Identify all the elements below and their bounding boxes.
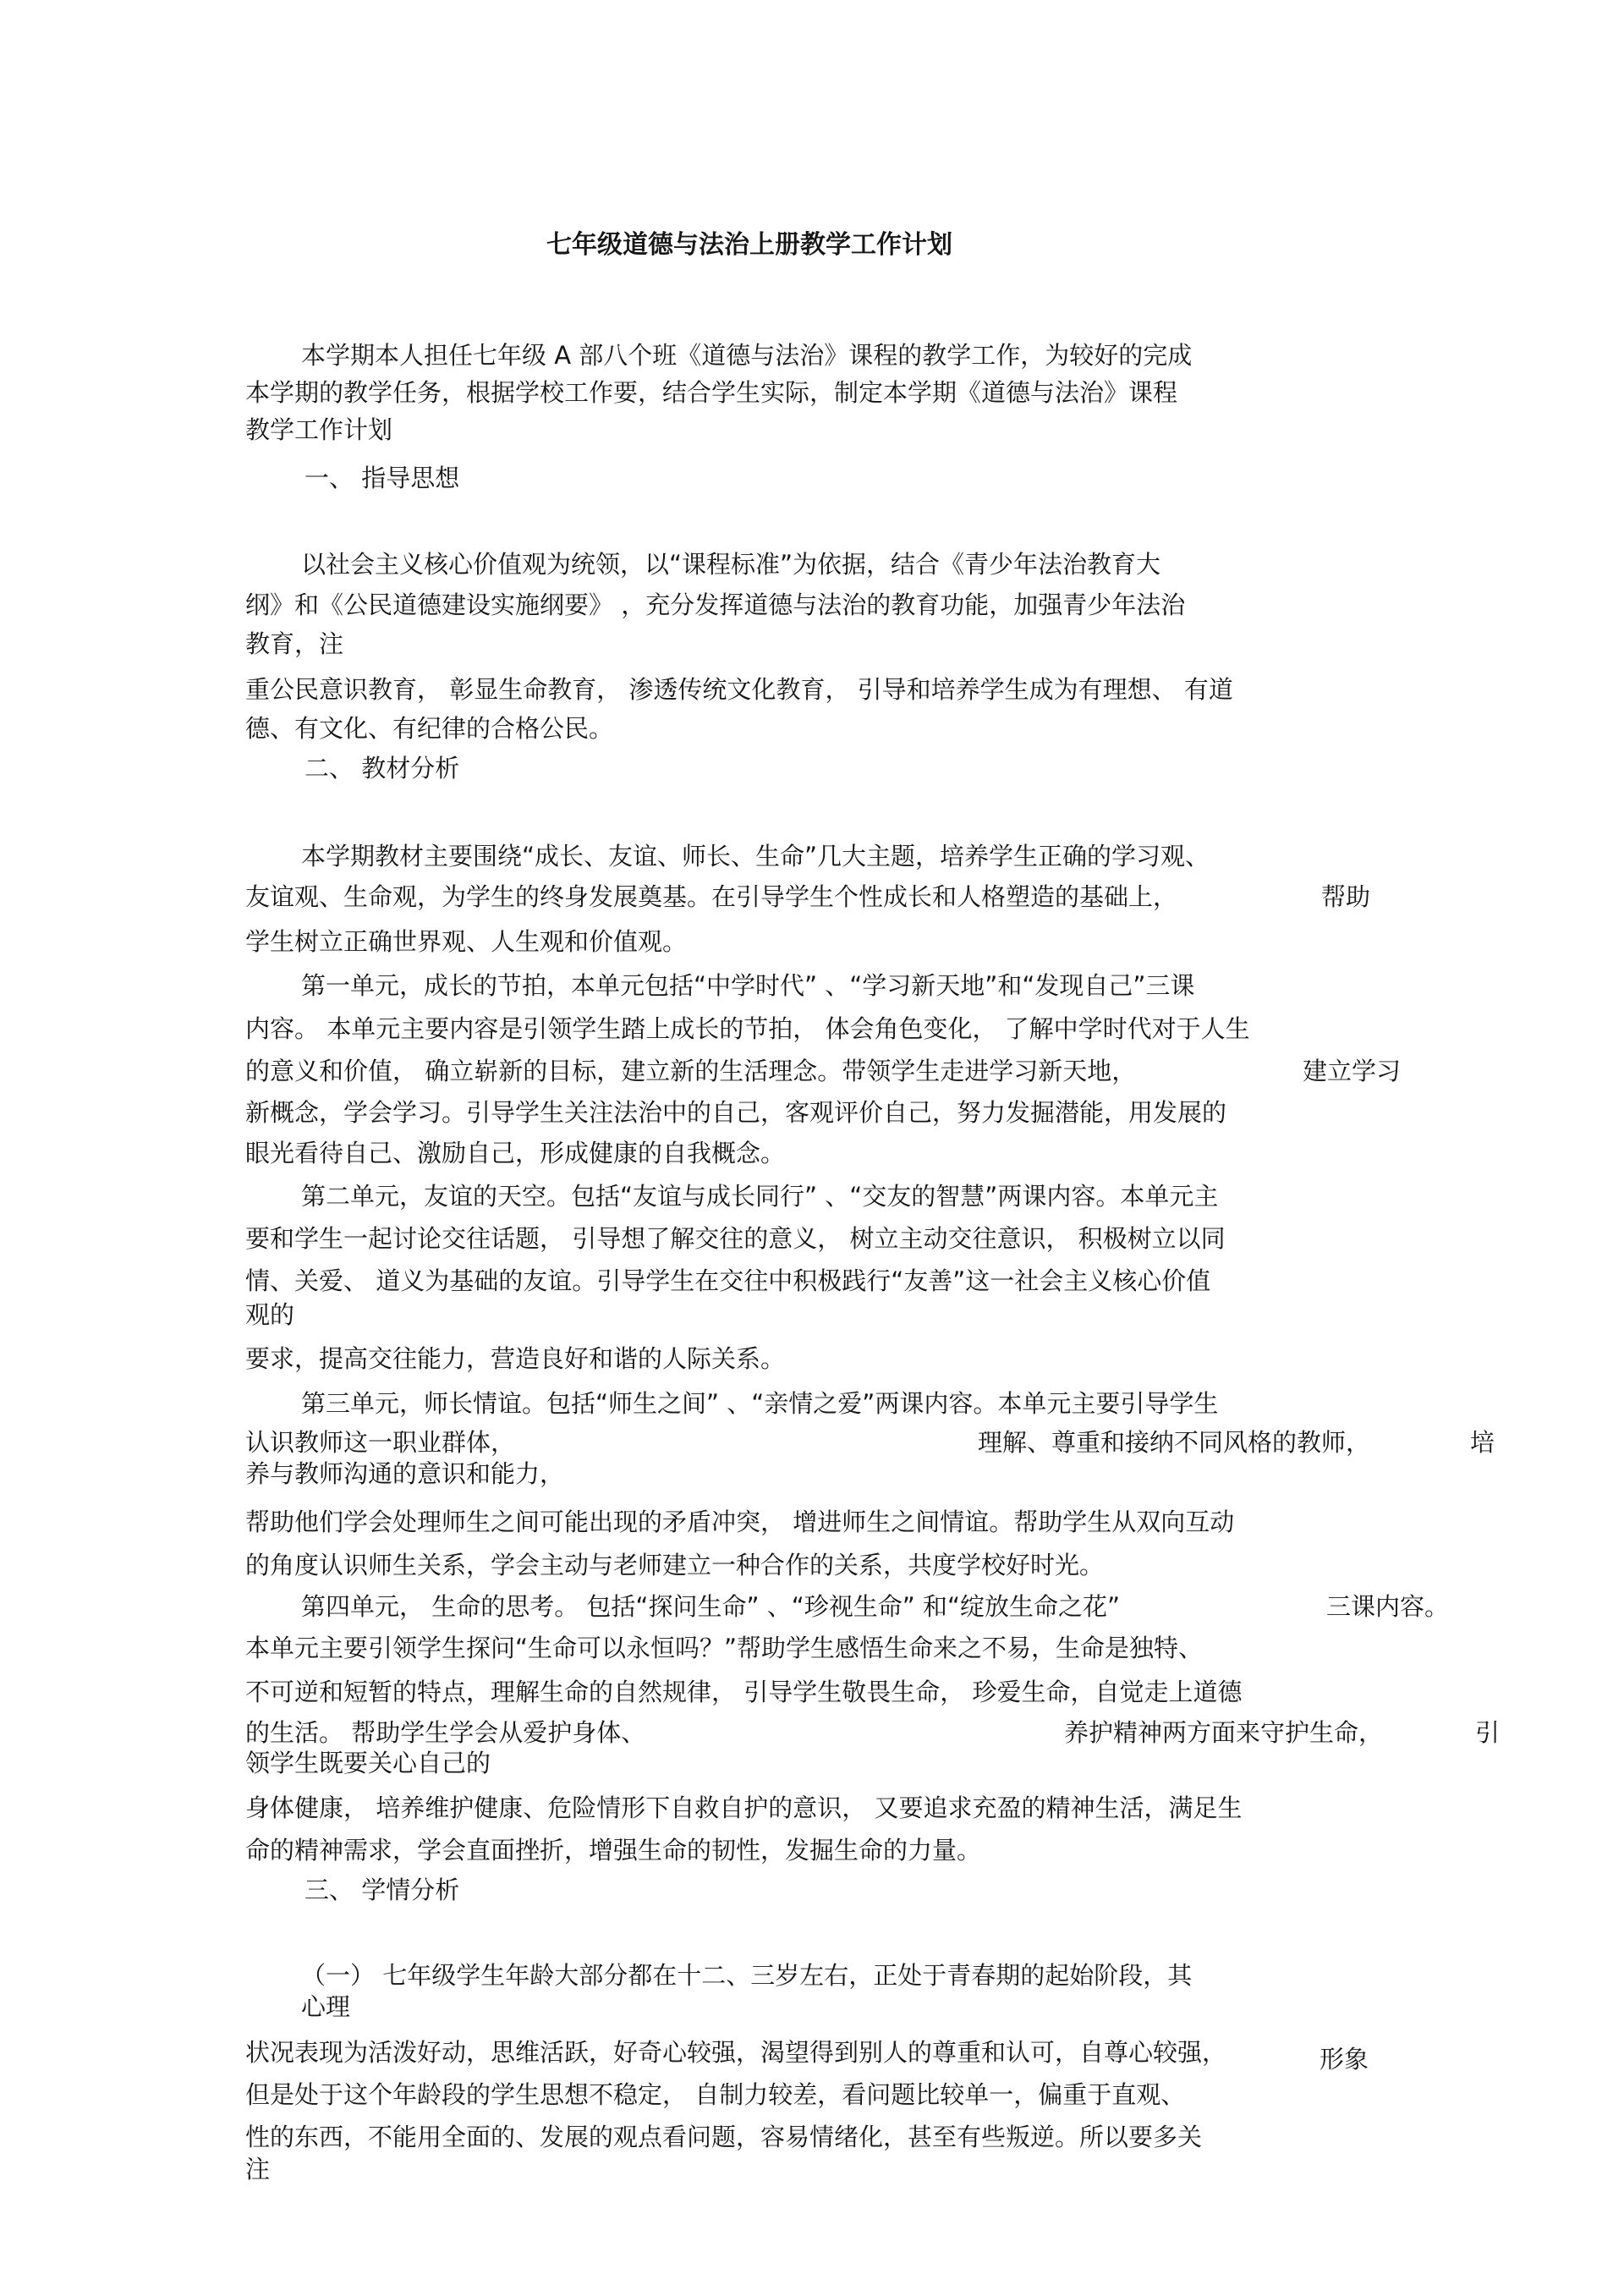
paragraph-line: 情、关爱、 道义为基础的友谊。引导学生在交往中积极践行“友善”这一社会主义核心价值 [245,1266,1211,1295]
paragraph-line: 但是处于这个年龄段的学生思想不稳定， 自制力较差，看问题比较单一，偏重于直观、 [245,2080,1186,2109]
paragraph-line: 帮助 [1321,882,1371,911]
paragraph-line: 新概念，学会学习。引导学生关注法治中的自己，客观评价自己，努力发掘潜能，用发展的 [245,1098,1227,1127]
paragraph-line: 状况表现为活泼好动，思维活跃，好奇心较强，渴望得到别人的尊重和认可，自尊心较强， [245,2038,1227,2067]
paragraph-line: 命的精神需求，学会直面挫折，增强生命的韧性，发掘生命的力量。 [245,1836,982,1865]
paragraph-line: 第三单元，师长情谊。包括“师生之间” 、“亲情之爱”两课内容。本单元主要引导学生 [301,1389,1219,1418]
paragraph-line: 形象 [1320,2045,1369,2074]
paragraph-line: 注 [245,2155,271,2183]
paragraph-line: 要求，提高交往能力，营造良好和谐的人际关系。 [245,1344,786,1373]
paragraph-line: 本学期本人担任七年级 A 部八个班《道德与法治》课程的教学工作，为较好的完成 [301,341,1193,370]
paragraph-line: 本单元主要引领学生探问“生命可以永恒吗？”帮助学生感悟生命来之不易，生命是独特、 [245,1634,1204,1662]
paragraph-line: 身体健康， 培养维护健康、危险情形下自救自护的意识， 又要追求充盈的精神生活，满足生 [245,1793,1243,1822]
paragraph-line: 眼光看待自己、激励自己，形成健康的自我概念。 [245,1139,786,1167]
section-heading: 二、 教材分析 [304,754,460,783]
paragraph-line: 领学生既要关心自己的 [245,1749,491,1777]
paragraph-line: 德、有文化、有纪律的合格公民。 [245,714,614,743]
paragraph-line: 本学期教材主要围绕“成长、友谊、师长、生命”几大主题，培养学生正确的学习观、 [301,842,1210,871]
paragraph-line: 理解、尊重和接纳不同风格的教师， [978,1428,1371,1457]
section-heading: 三、 学情分析 [304,1876,460,1904]
paragraph-line: 教育，注 [245,629,344,658]
paragraph-line: 学生树立正确世界观、人生观和价值观。 [245,927,688,956]
paragraph-line: 的角度认识师生关系，学会主动与老师建立一种合作的关系，共度学校好时光。 [245,1551,1105,1579]
paragraph-line: 引 [1475,1718,1501,1747]
paragraph-line: 纲》和《公民道德建设实施纲要》 ，充分发挥道德与法治的教育功能，加强青少年法治 [245,590,1186,619]
paragraph-line: 三课内容。 [1326,1592,1450,1621]
paragraph-line: 要和学生一起讨论交往话题， 引导想了解交往的意义， 树立主动交往意识， 积极树立以同 [245,1224,1226,1253]
document-title: 七年级道德与法治上册教学工作计划 [546,230,952,260]
paragraph-line: （一） 七年级学生年龄大部分都在十二、三岁左右，正处于青春期的起始阶段，其 [301,1961,1193,1990]
paragraph-line: 的意义和价值， 确立崭新的目标，建立新的生活理念。带领学生走进学习新天地， [245,1057,1137,1085]
paragraph-line: 观的 [245,1300,295,1329]
paragraph-line: 本学期的教学任务，根据学校工作要，结合学生实际，制定本学期《道德与法治》课程 [245,378,1178,407]
paragraph-line: 的生活。 帮助学生学会从爱护身体、 [245,1718,646,1747]
section-heading: 一、 指导思想 [304,464,460,492]
paragraph-line: 教学工作计划 [245,415,393,444]
paragraph-line: 心理 [301,1992,351,2021]
paragraph-line: 帮助他们学会处理师生之间可能出现的矛盾冲突， 增进师生之间情谊。帮助学生从双向互动 [245,1508,1235,1536]
paragraph-line: 培 [1470,1428,1495,1457]
paragraph-line: 第四单元， 生命的思考。 包括“探问生命” 、“珍视生命” 和“绽放生命之花” [301,1592,1121,1621]
paragraph-line: 友谊观、生命观，为学生的终身发展奠基。在引导学生个性成长和人格塑造的基础上， [245,882,1178,911]
paragraph-line: 第二单元，友谊的天空。包括“友谊与成长同行” 、“交友的智慧”两课内容。本单元主 [301,1182,1219,1211]
paragraph-line: 养护精神两方面来守护生命， [1064,1718,1384,1747]
paragraph-line: 第一单元，成长的节拍，本单元包括“中学时代” 、“学习新天地”和“发现自己”三课 [301,971,1195,1000]
paragraph-line: 养与教师沟通的意识和能力， [245,1459,565,1488]
paragraph-line: 重公民意识教育， 彰显生命教育， 渗透传统文化教育， 引导和培养学生成为有理想、 有道 [245,675,1233,704]
paragraph-line: 不可逆和短暂的特点，理解生命的自然规律， 引导学生敬畏生命， 珍爱生命，自觉走上道德 [245,1678,1243,1706]
paragraph-line: 内容。 本单元主要内容是引领学生踏上成长的节拍， 体会角色变化， 了解中学时代对于人生 [245,1014,1250,1043]
paragraph-line: 以社会主义核心价值观为统领，以“课程标准”为依据，结合《青少年法治教育大 [301,550,1161,579]
paragraph-line: 建立学习 [1303,1057,1402,1085]
paragraph-line: 性的东西，不能用全面的、发展的观点看问题，容易情绪化，甚至有些叛逆。所以要多关 [245,2123,1203,2151]
paragraph-line: 认识教师这一职业群体， [245,1428,516,1457]
